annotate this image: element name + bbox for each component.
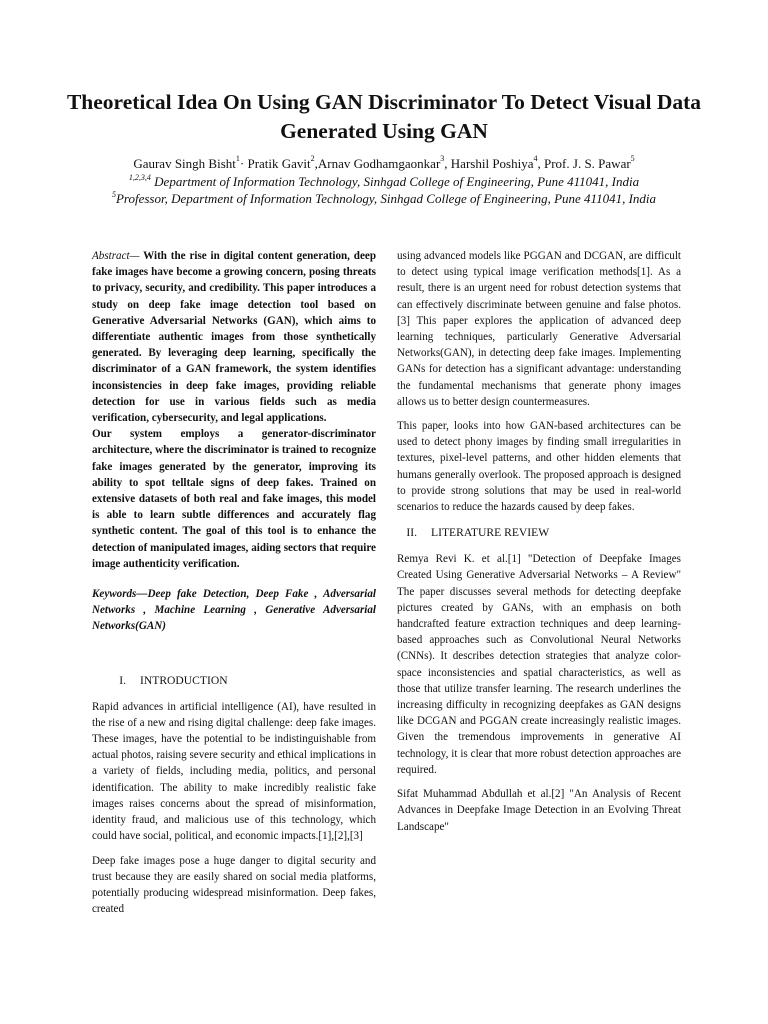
author-name: Arnav Godhamgaonkar [317, 156, 441, 171]
body-paragraph: Sifat Muhammad Abdullah et al.[2] "An Analysis of Recent Advances in Deepfake Image Detection in an Evolving Threat Landscape" [397, 788, 681, 833]
body-paragraph: This paper, looks into how GAN-based architectures can be used to detect phony images by finding small irregularities in textures, pixel-level patterns, and other hidden elements that humans generally overlook. The proposed approach is designed to provide strong solutions that may be used in real-world scenarios to reduce the hazards caused by deep fakes. [397, 420, 681, 514]
author-name: Pratik Gavit [247, 156, 311, 171]
author-superscript: 5 [630, 154, 635, 163]
body-paragraph: Remya Revi K. et al.[1] "Detection of Deepfake Images Created Using Generative Adversarial Networks – A Review" The paper discusses several methods for detecting deepfake pictures created by GANs, with an emphasis on both handcrafted feature extraction techniques and deep learning-based approaches such as Convolutional Neural Networks (CNNs). It describes detection strategies that analyze color-space inconsistencies and spatial characteristics, as well as those that utilize transfer learning. The research underlines the increasing difficulty in recognizing deepfakes as GAN designs like DCGAN and PGGAN create increasingly realistic images. Given the tremendous improvements in generative AI technology, it is clear that more robust detection approaches are required. [397, 553, 681, 776]
affiliation-professor [80, 191, 688, 207]
author-name: Harshil Poshiya [450, 156, 534, 171]
author-name: Prof. J. S. Pawar [544, 156, 631, 171]
body-paragraph: Deep fake images pose a huge danger to digital security and trust because they are easily shared on social media platforms, potentially producing widespread misinformation. Deep fakes, created [92, 854, 376, 916]
affiliation-superscript: 5 [111, 190, 116, 199]
body-paragraph: Rapid advances in artificial intelligence (AI), have resulted in the rise of a new and rising digital challenge: deep fake images. These images, have the potential to be indistinguishable from actual photos, raising severe security and ethical implications in a variety of fields, including media, politics, and personal identification. The ability to make incredibly realistic fake images raises concerns about the spread of misinformation, identity fraud, and malicious use of this technology, which could have social, political, and economic impacts.[1],[2],[3] [92, 700, 376, 843]
author-superscript: 3 [440, 154, 445, 163]
section-number: II. [406, 526, 417, 540]
author-superscript: 2 [310, 154, 315, 163]
section-title: LITERATURE REVIEW [431, 526, 550, 540]
affiliation-students [80, 174, 688, 190]
affiliation-superscript: 1,2,3,4 [128, 173, 151, 182]
section-heading-introduction [92, 673, 376, 689]
section-heading-literature-review [397, 525, 681, 541]
abstract-paragraph-2: Our system employs a generator-discriminator architecture, where the discriminator is trained to recognize fake images generated by the generator, improving its ability to spot telltale signs of deep fakes. Trained on extensive datasets of both real and fake images, this model is able to learn subtle differences and accurately flag synthetic content. The goal of this tool is to enhance the detection of manipulated images, aiding sectors that require image authenticity verification. [92, 428, 376, 570]
author-superscript: 4 [533, 154, 538, 163]
abstract-text: With the rise in digital content generation, deep fake images have become a growing concern, posing threats to privacy, security, and credibility. This paper introduces a study on deep fake image detection tool based on Generative Adversarial Networks (GAN), which aims to differentiate authentic images from those synthetically generated. By leveraging deep learning, specifically the discriminator of a GAN framework, the system identifies inconsistencies in deep fake images, providing reliable detection for use in various fields such as media verification, cybersecurity, and legal applications. [92, 250, 376, 425]
paper-title: Theoretical Idea On Using GAN Discriminator To Detect Visual Data Generated Using GAN [66, 90, 702, 143]
keywords: Keywords—Deep fake Detection, Deep Fake , Adversarial Networks , Machine Learning , Generative Adversarial Networks(GAN) [92, 588, 376, 633]
section-title: INTRODUCTION [140, 673, 228, 687]
affiliation-text: Department of Information Technology, Sinhgad College of Engineering, Pune 411041, India [150, 174, 640, 189]
section-number: I. [119, 673, 126, 687]
body-paragraph: using advanced models like PGGAN and DCGAN, are difficult to detect using typical image verification methods[1]. As a result, there is an urgent need for robust detection systems that can effectively discriminate between genuine and false photos. [3] This paper explores the application of advanced deep learning techniques, particularly Generative Adversarial Networks(GAN), in detecting deep fake images. Implementing GANs for detection has a significant advantage: understanding the fundamental mechanisms that generate phony images allows us to better design countermeasures. [397, 250, 681, 408]
author-superscript: 1 [235, 154, 240, 163]
author-name: Gaurav Singh Bisht [133, 156, 236, 171]
left-column [92, 248, 376, 917]
affiliation-text: Professor, Department of Information Technology, Sinhgad College of Engineering, Pune 411041, India [115, 191, 657, 206]
abstract-paragraph [92, 248, 376, 426]
author-list: Gaurav Singh Bisht$^1$· Pratik Gavit$^2$,Arnav Godhamgaonkar$^3$, Harshil Poshiya$^4$, Prof. J. S. Pawar$^5$ [133, 154, 635, 171]
right-column [397, 248, 681, 835]
abstract-label: Abstract— [92, 250, 140, 262]
